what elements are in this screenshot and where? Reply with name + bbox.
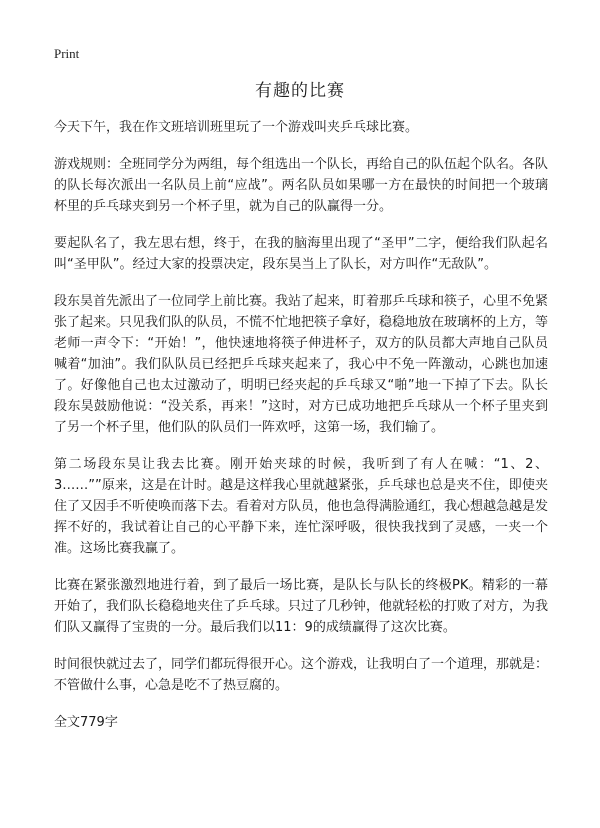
paragraph: 今天下午，我在作文班培训班里玩了一个游戏叫夹乒乓球比赛。 [54, 120, 419, 135]
word-count: 全文779字 [54, 715, 118, 730]
paragraph: 游戏规则：全班同学分为两组，每个组选出一个队长，再给自己的队伍起个队名。各队的队长每次派出一名队员上前“应战”。两名队员如果哪一方在最快的时间把一个玻璃杯里的乒乓球夹到另一个杯子里，就为自己的队赢得一分。 [54, 157, 549, 214]
paragraph: 段东昊首先派出了一位同学上前比赛。我站了起来，盯着那乒乓球和筷子，心里不免紧张了起来。只见我们队的队员，不慌不忙地把筷子拿好，稳稳地放在玻璃杯的上方，等老师一声令下：“开始！”，他快速地将筷子伸进杯子，双方的队员都大声地自己队员喊着“加油”。我们队队员已经把乒乓球夹起来了，我心中不免一阵激动，心跳也加速了。好像他自己也太过激动了，明明已经夹起的乒乓球又“啪”地一下掉了下去。队长段东昊鼓励他说：“没关系，再来！”这时，对方已成功地把乒乓球从一个杯子里夹到了另一个杯子里，他们队的队员们一阵欢呼，这第一场，我们输了。 [54, 294, 549, 435]
print-link[interactable]: Print [54, 46, 80, 61]
article-body [54, 117, 548, 733]
paragraph: 要起队名了，我左思右想，终于，在我的脑海里出现了“圣甲”二字，便给我们队起名叫“圣甲队”。经过大家的投票决定，段东昊当上了队长，对方叫作“无敌队”。 [54, 236, 548, 272]
paragraph: 时间很快就过去了，同学们都玩得很开心。这个游戏，让我明白了一个道理，那就是：不管做什么事，心急是吃不了热豆腐的。 [54, 657, 549, 693]
paragraph: 比赛在紧张激烈地进行着，到了最后一场比赛，是队长与队长的终极PK。精彩的一幕开始了，我们队长稳稳地夹住了乒乓球。只过了几秒钟，他就轻松的打败了对方，为我们队又赢得了宝贵的一分。最后我们以11：9的成绩赢得了这次比赛。 [54, 578, 549, 635]
article-title: 有趣的比赛 [255, 81, 345, 101]
paragraph: 第二场段东昊让我去比赛。刚开始夹球的时候，我听到了有人在喊：“1、2、3……””原来，这是在计时。越是这样我心里就越紧张，乒乓球也总是夹不住，即使夹住了又因手不听使唤而落下去。看着对方队员，他也急得满脸通红，我心想越急越是发挥不好的，我试着让自己的心平静下来，连忙深呼吸，很快我找到了灵感，一夹一个准。这场比赛我赢了。 [54, 457, 549, 556]
